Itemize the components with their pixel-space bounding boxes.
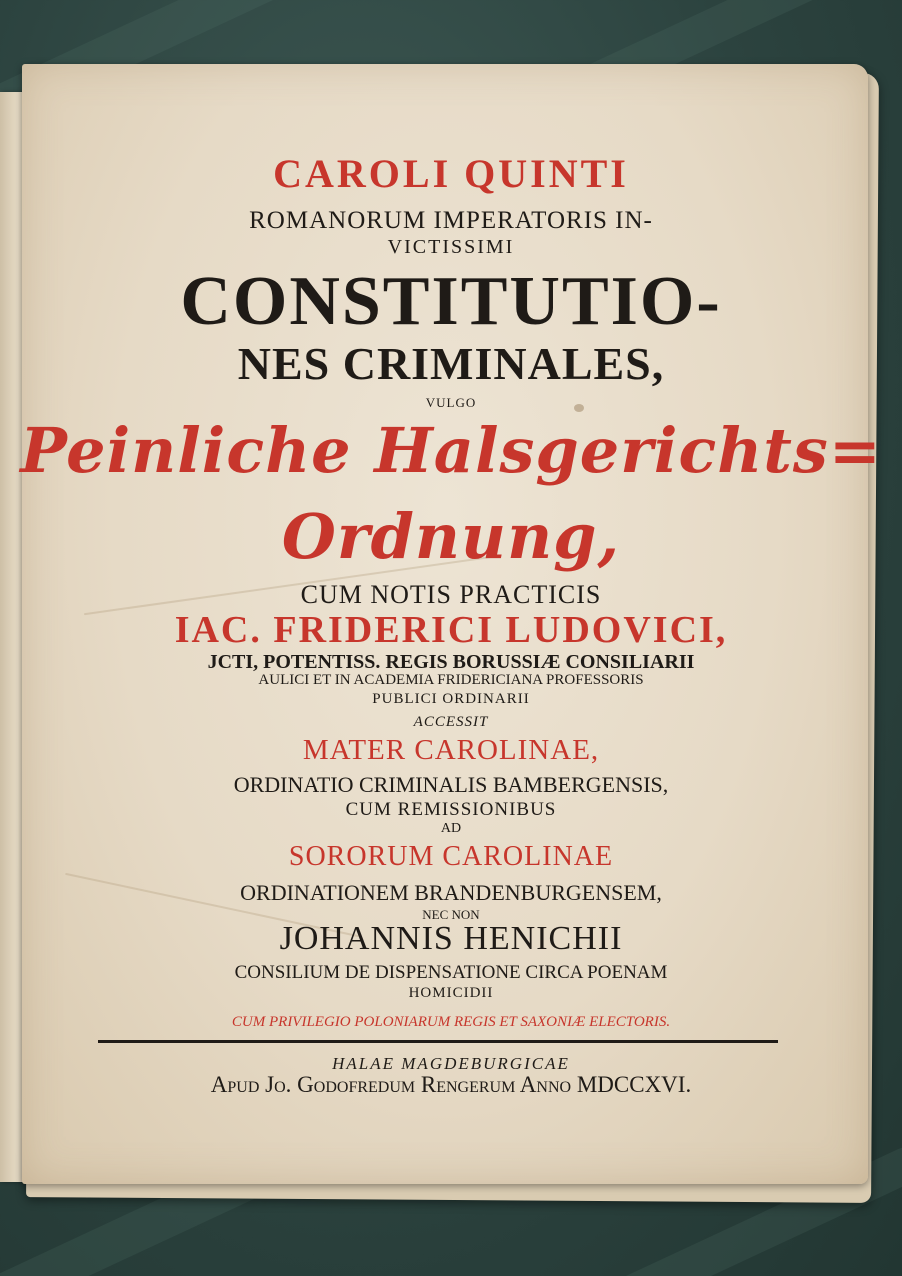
author-title-line1: JCTI, POTENTISS. REGIS BORUSSIÆ CONSILIARII: [207, 651, 695, 673]
imprint-divider-rule: [98, 1040, 778, 1043]
label-homicidii: HOMICIDII: [408, 985, 494, 1001]
imprint-publisher-year: Apud Jo. Godofredum Rengerum Anno MDCCXVI.: [210, 1072, 692, 1097]
label-ad: AD: [440, 821, 462, 836]
title-peinliche-halsgerichts: Peinliche Halsgerichts=: [20, 414, 882, 487]
author-title-line3: PUBLICI ORDINARII: [372, 691, 530, 707]
title-caroli-quinti: CAROLI QUINTI: [273, 151, 629, 196]
label-nec-non: NEC NON: [422, 907, 480, 922]
name-johannis-henichii: JOHANNIS HENICHII: [279, 920, 623, 957]
author-ludovici: IAC. FRIDERICI LUDOVICI,: [174, 609, 728, 651]
ordinatio-bambergensis: ORDINATIO CRIMINALIS BAMBERGENSIS,: [233, 772, 669, 797]
title-nes-criminales: NES CRIMINALES,: [237, 338, 665, 389]
title-sororum-carolinae: SORORUM CAROLINAE: [288, 841, 614, 872]
imprint-place: HALAE MAGDEBURGICAE: [332, 1054, 570, 1073]
subtitle-victissimi: VICTISSIMI: [387, 236, 515, 258]
privilege-notice: CUM PRIVILEGIO POLONIARUM REGIS ET SAXONIÆ ELECTORIS.: [231, 1014, 671, 1030]
title-mater-carolinae: MATER CAROLINAE,: [302, 734, 600, 766]
label-cum-notis-practicis: CUM NOTIS PRACTICIS: [300, 580, 602, 609]
author-title-line2: AULICI ET IN ACADEMIA FRIDERICIANA PROFESSORIS: [258, 672, 644, 688]
ordinationem-brandenburgensem: ORDINATIONEM BRANDENBURGENSEM,: [240, 880, 662, 905]
subtitle-romanorum: ROMANORUM IMPERATORIS IN-: [249, 207, 653, 234]
label-vulgo: VULGO: [425, 395, 477, 410]
cum-remissionibus: CUM REMISSIONIBUS: [345, 799, 557, 820]
title-ordnung: Ordnung,: [281, 500, 621, 573]
label-accessit: ACCESSIT: [413, 714, 489, 730]
title-constitutio: CONSTITUTIO-: [180, 263, 722, 340]
consilium-de-dispensatione: CONSILIUM DE DISPENSATIONE CIRCA POENAM: [234, 962, 668, 983]
